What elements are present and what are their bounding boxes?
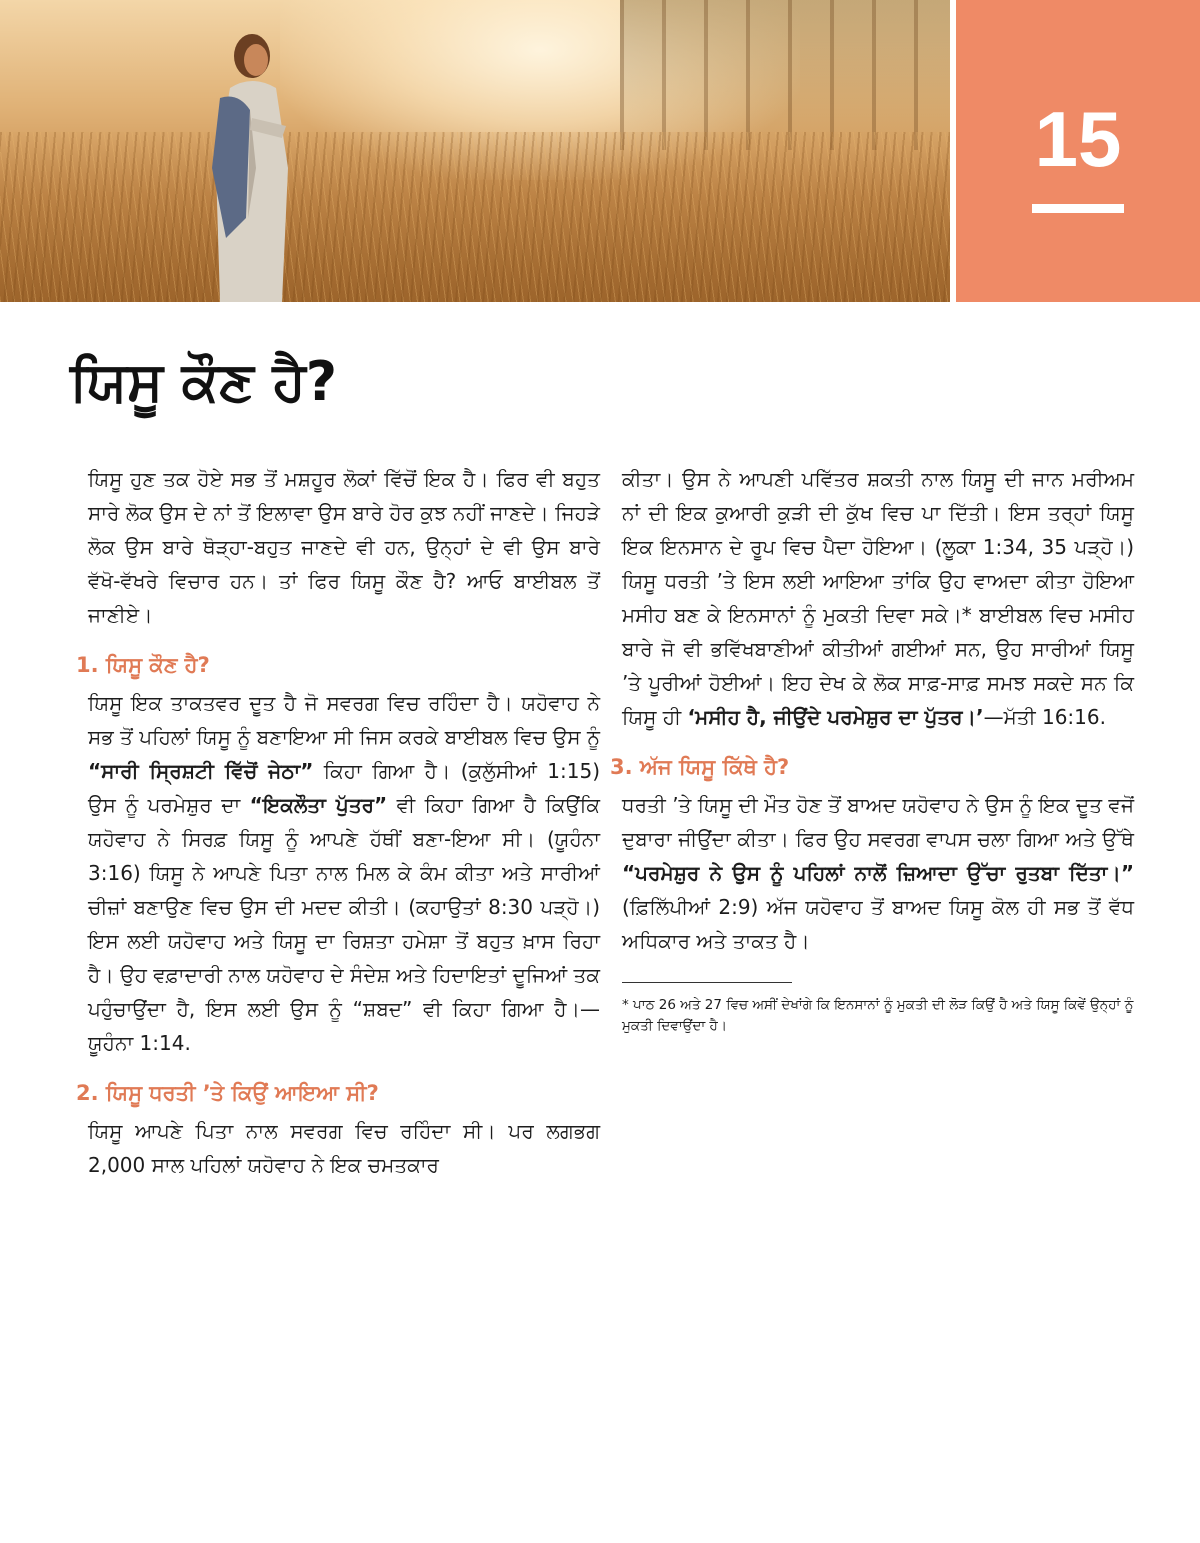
text-run: (ਫ਼ਿਲਿੱਪੀਆਂ 2:9) ਅੱਜ ਯਹੋਵਾਹ ਤੋਂ ਬਾਅਦ ਯਿਸੂ ਕੋਲ ਹੀ ਸਭ ਤੋਂ ਵੱਧ ਅਧਿਕਾਰ ਅਤੇ ਤਾਕਤ ਹੈ। <box>622 895 1134 953</box>
quote-bold: “ਇਕਲੌਤਾ ਪੁੱਤਰ” <box>249 793 388 817</box>
lesson-number-box <box>956 0 1200 302</box>
text-run: ਯਿਸੂ ਇਕ ਤਾਕਤਵਰ ਦੂਤ ਹੈ ਜੋ ਸਵਰਗ ਵਿਚ ਰਹਿੰਦਾ ਹੈ। ਯਹੋਵਾਹ ਨੇ ਸਭ ਤੋਂ ਪਹਿਲਾਂ ਯਿਸੂ ਨੂੰ ਬਣਾਇਆ ਸੀ ਜਿਸ ਕਰਕੇ ਬਾਈਬਲ ਵਿਚ ਉਸ ਨੂੰ <box>88 691 600 749</box>
right-column <box>610 462 1134 1037</box>
footnote: * ਪਾਠ 26 ਅਤੇ 27 ਵਿਚ ਅਸੀਂ ਦੇਖਾਂਗੇ ਕਿ ਇਨਸਾਨਾਂ ਨੂੰ ਮੁਕਤੀ ਦੀ ਲੋੜ ਕਿਉਂ ਹੈ ਅਤੇ ਯਿਸੂ ਕਿਵੇਂ ਉਨ੍ਹਾਂ ਨੂੰ ਮੁਕਤੀ ਦਿਵਾਉਂਦਾ ਹੈ। <box>622 997 1134 1034</box>
quote-bold: “ਸਾਰੀ ਸ੍ਰਿਸ਼ਟੀ ਵਿੱਚੋਂ ਜੇਠਾ” <box>88 759 314 783</box>
question-3-paragraph <box>622 788 1134 958</box>
lesson-number: 15 <box>1034 95 1122 183</box>
text-run: ਧਰਤੀ ’ਤੇ ਯਿਸੂ ਦੀ ਮੌਤ ਹੋਣ ਤੋਂ ਬਾਅਦ ਯਹੋਵਾਹ ਨੇ ਉਸ ਨੂੰ ਇਕ ਦੂਤ ਵਜੋਂ ਦੁਬਾਰਾ ਜੀਉਂਦਾ ਕੀਤਾ। ਫਿਰ ਉਹ ਸਵਰਗ ਵਾਪਸ ਚਲਾ ਗਿਆ ਅਤੇ ਉੱਥੇ <box>622 793 1134 851</box>
question-3-heading: 3. ਅੱਜ ਯਿਸੂ ਕਿੱਥੇ ਹੈ? <box>610 755 790 779</box>
scripture-reference: —ਮੱਤੀ 16:16. <box>983 705 1106 729</box>
tree-line <box>620 0 950 150</box>
question-1-heading: 1. ਯਿਸੂ ਕੌਣ ਹੈ? <box>76 653 210 677</box>
hero-image <box>0 0 950 302</box>
page-title: ਯਿਸੂ ਕੌਣ ਹੈ? <box>70 350 338 413</box>
text-run: ਕਿਹਾ ਗਿਆ ਹੈ। (ਕੁਲੁੱਸੀਆਂ 1:15) ਉਸ ਨੂੰ ਪਰਮੇਸ਼ੁਰ ਦਾ <box>88 759 600 817</box>
lesson-number-underline <box>1032 204 1124 213</box>
question-2-heading: 2. ਯਿਸੂ ਧਰਤੀ ’ਤੇ ਕਿਉਂ ਆਇਆ ਸੀ? <box>76 1081 379 1105</box>
text-run: ਵੀ ਕਿਹਾ ਗਿਆ ਹੈ ਕਿਉਂਕਿ ਯਹੋਵਾਹ ਨੇ ਸਿਰਫ਼ ਯਿਸੂ ਨੂੰ ਆਪਣੇ ਹੱਥੀਂ ਬਣਾ-ਇਆ ਸੀ। (ਯੂਹੰਨਾ 3:16) ਯਿਸੂ ਨੇ ਆਪਣੇ ਪਿਤਾ ਨਾਲ ਮਿਲ ਕੇ ਕੰਮ ਕੀਤਾ ਅਤੇ ਸਾਰੀਆਂ ਚੀਜ਼ਾਂ ਬਣਾਉਣ ਵਿਚ ਉਸ ਦੀ ਮਦਦ ਕੀਤੀ। (ਕਹਾਉਤਾਂ 8:30 ਪੜ੍ਹੋ।) ਇਸ ਲਈ ਯਹੋਵਾਹ ਅਤੇ ਯਿਸੂ ਦਾ ਰਿਸ਼ਤਾ ਹਮੇਸ਼ਾ ਤੋਂ ਬਹੁਤ ਖ਼ਾਸ ਰਿਹਾ ਹੈ। ਉਹ ਵਫ਼ਾਦਾਰੀ ਨਾਲ ਯਹੋਵਾਹ ਦੇ ਸੰਦੇਸ਼ ਅਤੇ ਹਿਦਾਇਤਾਂ ਦੂਜਿਆਂ ਤਕ ਪਹੁੰਚਾਉਂਦਾ ਹੈ, ਇਸ ਲਈ ਉਸ ਨੂੰ “ਸ਼ਬਦ” ਵੀ ਕਿਹਾ ਗਿਆ ਹੈ।—ਯੂਹੰਨਾ 1:14. <box>88 793 600 1055</box>
intro-paragraph: ਯਿਸੂ ਹੁਣ ਤਕ ਹੋਏ ਸਭ ਤੋਂ ਮਸ਼ਹੂਰ ਲੋਕਾਂ ਵਿੱਚੋਂ ਇਕ ਹੈ। ਫਿਰ ਵੀ ਬਹੁਤ ਸਾਰੇ ਲੋਕ ਉਸ ਦੇ ਨਾਂ ਤੋਂ ਇਲਾਵਾ ਉਸ ਬਾਰੇ ਹੋਰ ਕੁਝ ਨਹੀਂ ਜਾਣਦੇ। ਜਿਹੜੇ ਲੋਕ ਉਸ ਬਾਰੇ ਥੋੜ੍ਹਾ-ਬਹੁਤ ਜਾਣਦੇ ਵੀ ਹਨ, ਉਨ੍ਹਾਂ ਦੇ ਵੀ ਉਸ ਬਾਰੇ ਵੱਖੋ-ਵੱਖਰੇ ਵਿਚਾਰ ਹਨ। ਤਾਂ ਫਿਰ ਯਿਸੂ ਕੌਣ ਹੈ? ਆਓ ਬਾਈਬਲ ਤੋਂ ਜਾਣੀਏ। <box>88 467 600 627</box>
left-column <box>76 462 600 1182</box>
question-2-paragraph-start: ਯਿਸੂ ਆਪਣੇ ਪਿਤਾ ਨਾਲ ਸਵਰਗ ਵਿਚ ਰਹਿੰਦਾ ਸੀ। ਪਰ ਲਗਭਗ 2,000 ਸਾਲ ਪਹਿਲਾਂ ਯਹੋਵਾਹ ਨੇ ਇਕ ਚਮਤਕਾਰ <box>88 1119 600 1177</box>
person-walking-icon <box>190 18 310 302</box>
footnote-divider <box>622 982 792 983</box>
question-1-paragraph <box>88 686 600 1060</box>
text-run: ਕੀਤਾ। ਉਸ ਨੇ ਆਪਣੀ ਪਵਿੱਤਰ ਸ਼ਕਤੀ ਨਾਲ ਯਿਸੂ ਦੀ ਜਾਨ ਮਰੀਅਮ ਨਾਂ ਦੀ ਇਕ ਕੁਆਰੀ ਕੁੜੀ ਦੀ ਕੁੱਖ ਵਿਚ ਪਾ ਦਿੱਤੀ। ਇਸ ਤਰ੍ਹਾਂ ਯਿਸੂ ਇਕ ਇਨਸਾਨ ਦੇ ਰੂਪ ਵਿਚ ਪੈਦਾ ਹੋਇਆ। (ਲੂਕਾ 1:34, 35 ਪੜ੍ਹੋ।) ਯਿਸੂ ਧਰਤੀ ’ਤੇ ਇਸ ਲਈ ਆਇਆ ਤਾਂਕਿ ਉਹ ਵਾਅਦਾ ਕੀਤਾ ਹੋਇਆ ਮਸੀਹ ਬਣ ਕੇ ਇਨਸਾਨਾਂ ਨੂੰ ਮੁਕਤੀ ਦਿਵਾ ਸਕੇ।* ਬਾਈਬਲ ਵਿਚ ਮਸੀਹ ਬਾਰੇ ਜੋ ਵੀ ਭਵਿੱਖਬਾਣੀਆਂ ਕੀਤੀਆਂ ਗਈਆਂ ਸਨ, ਉਹ ਸਾਰੀਆਂ ਯਿਸੂ ’ਤੇ ਪੂਰੀਆਂ ਹੋਈਆਂ। ਇਹ ਦੇਖ ਕੇ ਲੋਕ ਸਾਫ਼-ਸਾਫ਼ ਸਮਝ ਸਕਦੇ ਸਨ ਕਿ ਯਿਸੂ ਹੀ <box>622 467 1134 729</box>
grass-field <box>0 132 950 302</box>
quote-bold: ‘ਮਸੀਹ ਹੈ, ਜੀਉਂਦੇ ਪਰਮੇਸ਼ੁਰ ਦਾ ਪੁੱਤਰ।’ <box>687 705 984 729</box>
quote-bold: “ਪਰਮੇਸ਼ੁਰ ਨੇ ਉਸ ਨੂੰ ਪਹਿਲਾਂ ਨਾਲੋਂ ਜ਼ਿਆਦਾ ਉੱਚਾ ਰੁਤਬਾ ਦਿੱਤਾ।” <box>622 861 1134 885</box>
question-2-paragraph-cont <box>622 462 1134 734</box>
